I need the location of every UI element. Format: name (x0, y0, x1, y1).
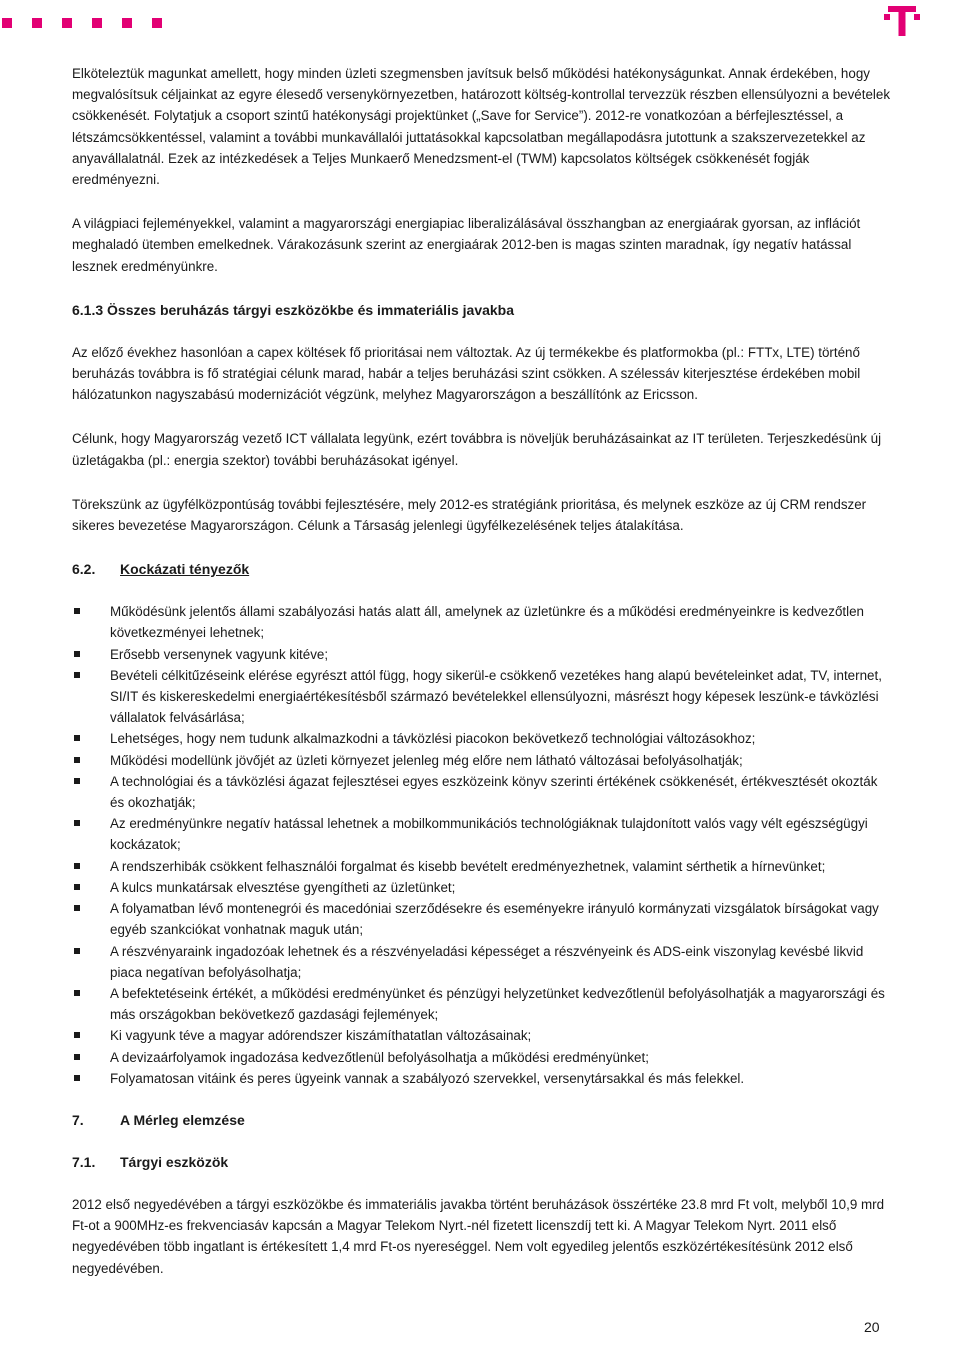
bullet-square-icon (74, 1032, 80, 1038)
list-item: A kulcs munkatársak elvesztése gyengítheti az üzletünket; (72, 877, 892, 898)
paragraph: Az előző évekhez hasonlóan a capex költések fő prioritásai nem változtak. Az új termékekbe és platformokba (pl.: FTTx, LTE) történő beruházás továbbra is fő stratégiai célunk marad, habár a teljes beruházási szint csökken. A szélessáv kiterjesztése érdekében mobil hálózatunkon nagyszabású modernizációt végzünk, melyhez Magyarországon a beszállítónk az Ericsson. (72, 344, 861, 403)
bullet-square-icon (74, 651, 80, 657)
bullet-square-icon (74, 1054, 80, 1060)
bullet-square-icon (74, 672, 80, 678)
list-item: Működési modellünk jövőjét az üzleti környezet jelenleg még előre nem látható változásai befolyásolhatják; (72, 750, 892, 771)
brand-square (2, 18, 12, 28)
brand-squares (2, 18, 162, 28)
section-heading-7-1: 7.1. Tárgyi eszközök (72, 1153, 229, 1170)
brand-square (32, 18, 42, 28)
bullet-square-icon (74, 820, 80, 826)
bullet-square-icon (74, 778, 80, 784)
bullet-square-icon (74, 735, 80, 741)
section-heading-7: 7. A Mérleg elemzése (72, 1111, 245, 1128)
list-item: A részvényaraink ingadozóak lehetnek és a részvényeladási képességet a részvényeink és ADS-eink viszonylag kevésbé likvid piaca negatívan befolyásolhatja; (72, 941, 892, 983)
list-item: Az eredményünkre negatív hatással lehetnek a mobilkommunikációs technológiáknak tulajdonított valós vagy vélt egészségügyi kockázatok; (72, 813, 892, 855)
page-number: 20 (864, 1319, 880, 1335)
bullet-square-icon (74, 757, 80, 763)
document-body (72, 63, 892, 1279)
paragraph: 2012 első negyedévében a tárgyi eszközökbe és immateriális javakba történt beruházások összértéke 23.8 mrd Ft volt, melyből 10,9 mrd Ft-ot a 900MHz-es frekvenciasáv kapcsán a Magyar Telekom Nyrt.-nél fizetett licenszdíj tett ki. A Magyar Telekom Nyrt. 2011 első negyedévében több ingatlant is értékesített 1,4 mrd Ft-os nyereséggel. Nem volt egyedileg jelentős eszközértékesítésünk 2012 első negyedévében. (72, 1196, 885, 1276)
paragraph: Célunk, hogy Magyarország vezető ICT vállalata legyünk, ezért továbbra is növeljük beruházásainkat az IT területen. Terjeszkedésünk új üzletágakba (pl.: energia szektor) további beruházásokat igényel. (72, 431, 882, 468)
list-item: Erősebb versenynek vagyunk kitéve; (72, 644, 892, 665)
section-heading-6-2: 6.2. Kockázati tényezők (72, 561, 250, 578)
telekom-t-logo-icon (884, 2, 920, 38)
list-item: A rendszerhibák csökkent felhasználói forgalmat és kisebb bevételt eredményezhetnek, valamint sérthetik a hírnevünket; (72, 856, 892, 877)
page-header (0, 0, 960, 40)
list-item: A folyamatban lévő montenegrói és macedóniai szerződésekre és eseményekre irányuló kormányzati vizsgálatok bírságokat vagy egyéb szankciókat vonhatnak maguk után; (72, 898, 892, 940)
list-item: Folyamatosan vitáink és peres ügyeink vannak a szabályozó szervekkel, versenytársakkal és más felekkel. (72, 1068, 892, 1089)
list-item: A technológiai és a távközlési ágazat fejlesztései egyes eszközeink könyv szerinti értékének csökkenését, értékvesztését okozták és okozhatják; (72, 771, 892, 813)
paragraph: A világpiaci fejleményekkel, valamint a magyarországi energiapiac liberalizálásával összhangban az energiaárak gyorsan, az inflációt meghaladó ütemben emelkednek. Várakozásunk szerint az energiaárak 2012-ben is magas szinten maradnak, így negatív hatással lesznek eredményünkre. (72, 216, 861, 274)
bullet-square-icon (74, 863, 80, 869)
list-item: A befektetéseink értékét, a működési eredményünket és pénzügyi helyzetünket kedvezőtlenül befolyásolhatják a magyarországi és más országokban bekövetkező gazdasági fejlemények; (72, 983, 892, 1025)
paragraph: Törekszünk az ügyfélközpontúság további fejlesztésére, mely 2012-es stratégiánk prioritása, és melynek eszköze az új CRM rendszer sikeres bevezetése Magyarországon. Célunk a Társaság jelenlegi ügyfélkezelésének teljes átalakítása. (72, 496, 867, 534)
bullet-square-icon (74, 948, 80, 954)
section-heading-6-1-3: 6.1.3 Összes beruházás tárgyi eszközökbe és immateriális javakba (72, 301, 515, 318)
bullet-square-icon (74, 608, 80, 614)
list-item: Bevételi célkitűzéseink elérése egyrészt attól függ, hogy sikerül-e csökkenő vezetékes hang alapú bevételeinket adat, TV, internet, SI/IT és kiskereskedelmi energiaértékesítésből származó bevételekkel ellensúlyozni, másrészt hogy képesek leszünk-e távközlési vállalatok felvásárlása; (72, 665, 892, 729)
bullet-square-icon (74, 1075, 80, 1081)
bullet-square-icon (74, 990, 80, 996)
paragraph: Elköteleztük magunkat amellett, hogy minden üzleti szegmensben javítsuk belső működési hatékonyságunkat. Annak érdekében, hogy megvalósítsuk céljainkat az egyre élesedő versenykörnyezetben, határozott költség-kontrollal tervezzük részben ellensúlyozni a bevételek csökkenését. Folytatjuk a csoport szintű hatékonysági projektünket („Save for Service”). 2012-re vonatkozóan a bérfejlesztéssel, a létszámcsökkentéssel, valamint a további munkavállalói juttatásokkal kapcsolatban megállapodásra jutottunk a szakszervezetekkel az anyavállalatnál. Ezek az intézkedések a Teljes Munkaerő Menedzsment-el (TWM) kapcsolatos költségek csökkenését fogják eredményezni. (72, 66, 891, 188)
risk-factor-list (72, 601, 892, 1089)
list-item: Ki vagyunk téve a magyar adórendszer kiszámíthatatlan változásainak; (72, 1025, 892, 1046)
list-item: A devizaárfolyamok ingadozása kedvezőtlenül befolyásolhatja a működési eredményünket; (72, 1047, 892, 1068)
bullet-square-icon (74, 884, 80, 890)
brand-square (92, 18, 102, 28)
brand-square (62, 18, 72, 28)
bullet-square-icon (74, 905, 80, 911)
list-item: Lehetséges, hogy nem tudunk alkalmazkodni a távközlési piacokon bekövetkező technológiai változásokhoz; (72, 728, 892, 749)
brand-square (152, 18, 162, 28)
list-item: Működésünk jelentős állami szabályozási hatás alatt áll, amelynek az üzletünkre és a működési eredményeinkre is kedvezőtlen következményei lehetnek; (72, 601, 892, 643)
brand-square (122, 18, 132, 28)
